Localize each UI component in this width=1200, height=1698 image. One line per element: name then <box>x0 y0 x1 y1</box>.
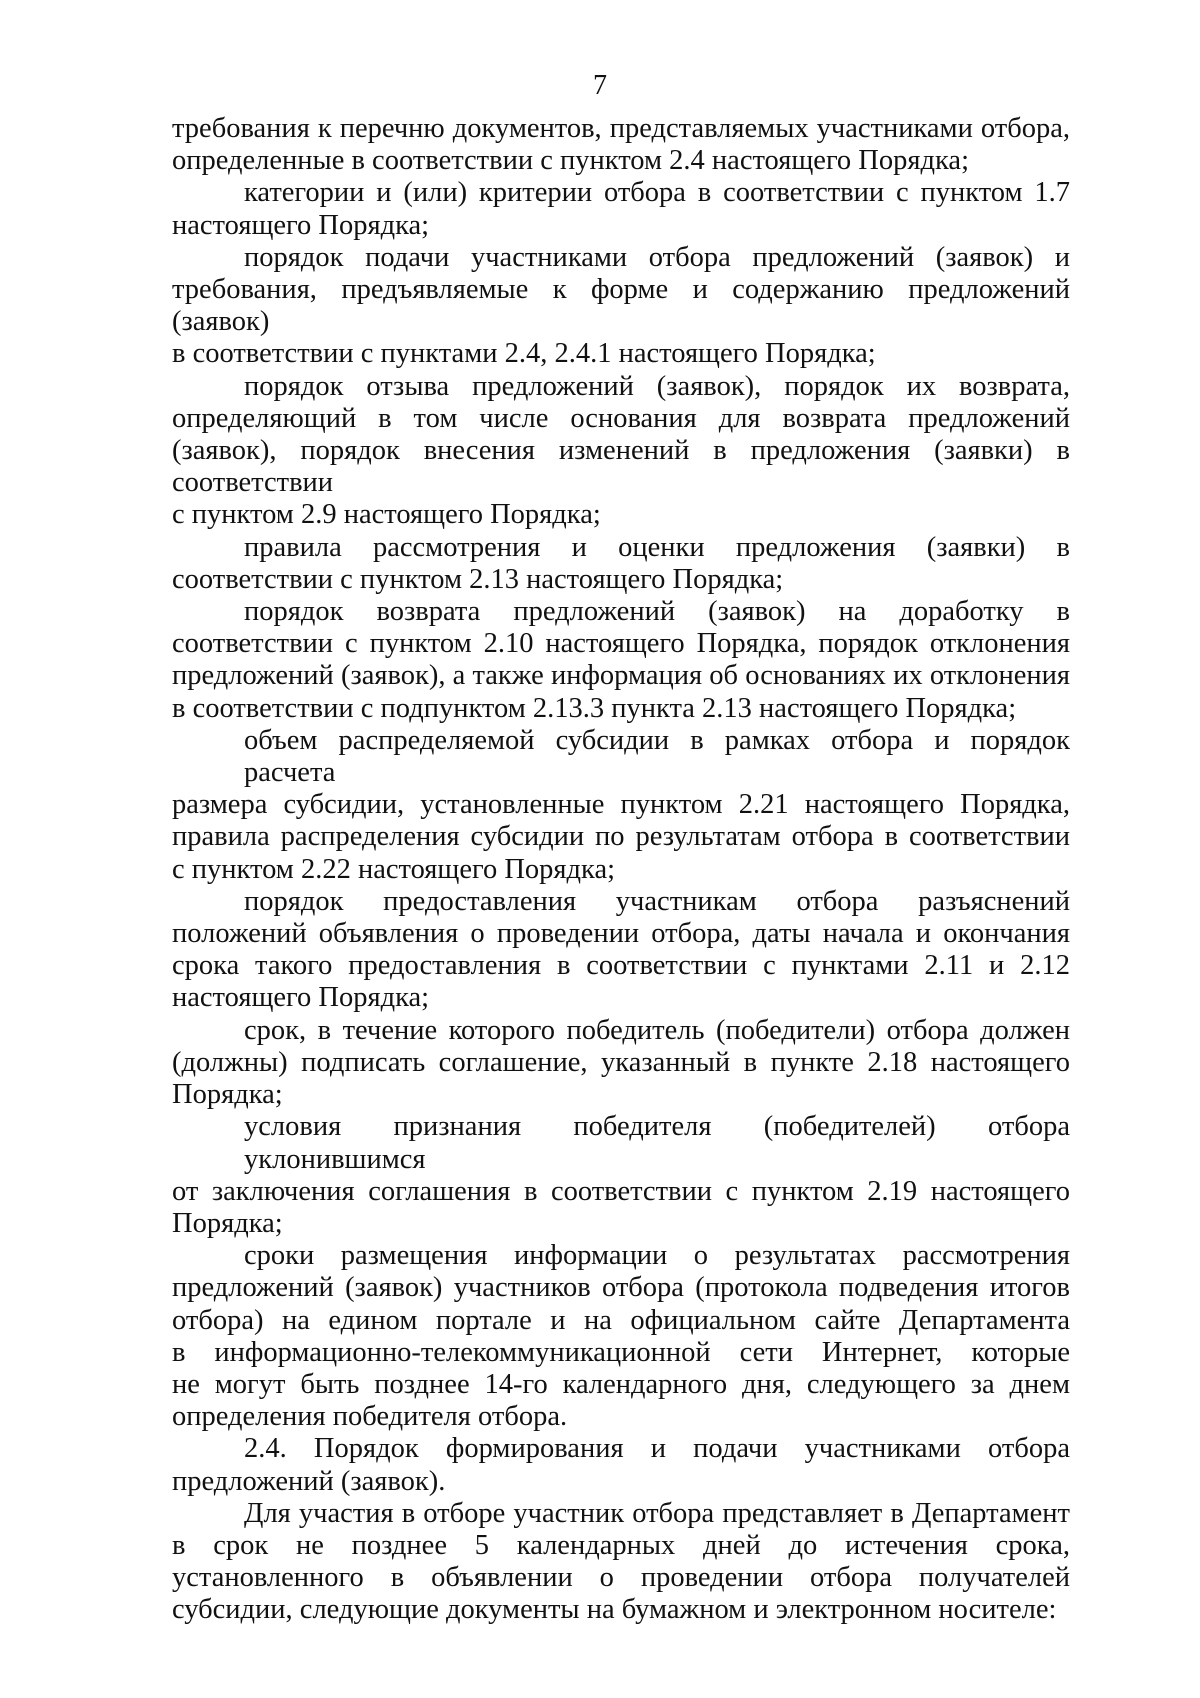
text-line: размера субсидии, установленные пунктом 2.21 настоящего Порядка, <box>172 789 1070 821</box>
text-line: в соответствии с пунктами 2.4, 2.4.1 настоящего Порядка; <box>172 338 876 370</box>
text-line: порядок возврата предложений (заявок) на доработку в <box>244 596 1070 628</box>
text-line: порядок отзыва предложений (заявок), порядок их возврата, <box>244 370 1070 402</box>
paragraph <box>172 177 1070 241</box>
text-line: Порядка; <box>172 1079 283 1111</box>
text-line: положений объявления о проведении отбора, даты начала и окончания <box>172 918 1070 950</box>
text-line: соответствии с пунктом 2.13 настоящего Порядка; <box>172 563 784 595</box>
text-line: условия признания победителя (победителей) отбора уклонившимся <box>244 1111 1070 1175</box>
paragraph <box>172 499 1070 531</box>
text-line: Для участия в отборе участник отбора представляет в Департамент <box>244 1497 1070 1529</box>
text-line: срок, в течение которого победитель (победители) отбора должен <box>244 1014 1070 1046</box>
paragraph <box>172 1240 1070 1433</box>
text-line: в срок не позднее 5 календарных дней до истечения срока, <box>172 1529 1070 1561</box>
text-line: предложений (заявок) участников отбора (протокола подведения итогов <box>172 1272 1070 1304</box>
text-line: установленного в объявлении о проведении отбора получателей <box>172 1562 1070 1594</box>
text-line: правила рассмотрения и оценки предложения (заявки) в <box>244 531 1070 563</box>
paragraph <box>172 1433 1070 1497</box>
text-line: определяющий в том числе основания для возврата предложений <box>172 402 1070 434</box>
text-line: настоящего Порядка; <box>172 209 430 241</box>
text-line: требования, предъявляемые к форме и содержанию предложений (заявок) <box>172 274 1070 338</box>
text-line: порядок подачи участниками отбора предложений (заявок) и <box>244 241 1070 273</box>
paragraph <box>172 532 1070 596</box>
text-line: соответствии <box>172 467 334 499</box>
text-line: от заключения соглашения в соответствии с пунктом 2.19 настоящего <box>172 1175 1070 1207</box>
paragraph <box>172 886 1070 1015</box>
text-line: сроки размещения информации о результатах рассмотрения <box>244 1240 1070 1272</box>
paragraph <box>172 113 1070 177</box>
text-line: отбора) на едином портале и на официальном сайте Департамента <box>172 1304 1070 1336</box>
text-line: с пунктом 2.22 настоящего Порядка; <box>172 853 616 885</box>
text-line: определенные в соответствии с пунктом 2.4 настоящего Порядка; <box>172 145 969 177</box>
text-line: 2.4. Порядок формирования и подачи участниками отбора <box>244 1433 1070 1465</box>
text-line: в соответствии с подпунктом 2.13.3 пункта 2.13 настоящего Порядка; <box>172 692 1017 724</box>
text-line: правила распределения субсидии по результатам отбора в соответствии <box>172 821 1070 853</box>
text-line: субсидии, следующие документы на бумажном и электронном носителе: <box>172 1594 1057 1626</box>
text-line: Порядка; <box>172 1207 283 1239</box>
text-line: категории и (или) критерии отбора в соответствии с пунктом 1.7 <box>244 177 1070 209</box>
document-body <box>172 113 1070 1627</box>
text-line: требования к перечню документов, представляемых участниками отбора, <box>172 113 1070 144</box>
text-line: (должны) подписать соглашение, указанный в пункте 2.18 настоящего <box>172 1046 1070 1078</box>
paragraph <box>172 1498 1070 1627</box>
paragraph <box>172 725 1070 886</box>
text-line: в информационно-телекоммуникационной сети Интернет, которые <box>172 1336 1070 1368</box>
paragraph <box>172 242 1070 371</box>
paragraph <box>172 596 1070 725</box>
text-line: срока такого предоставления в соответствии с пунктами 2.11 и 2.12 <box>172 950 1070 982</box>
page-number: 7 <box>593 70 607 101</box>
text-line: (заявок), порядок внесения изменений в предложения (заявки) в <box>172 435 1070 467</box>
text-line: определения победителя отбора. <box>172 1401 568 1433</box>
paragraph <box>172 1111 1070 1240</box>
text-line: соответствии с пунктом 2.10 настоящего Порядка, порядок отклонения <box>172 628 1070 660</box>
text-line: настоящего Порядка; <box>172 982 430 1014</box>
text-line: с пунктом 2.9 настоящего Порядка; <box>172 499 601 531</box>
paragraph <box>172 371 1070 500</box>
paragraph <box>172 1015 1070 1112</box>
text-line: не могут быть позднее 14-го календарного дня, следующего за днем <box>172 1368 1070 1400</box>
text-line: предложений (заявок). <box>172 1465 446 1497</box>
text-line: порядок предоставления участникам отбора разъяснений <box>244 885 1070 917</box>
text-line: объем распределяемой субсидии в рамках отбора и порядок расчета <box>244 724 1070 789</box>
text-line: предложений (заявок), а также информация об основаниях их отклонения <box>172 660 1070 692</box>
